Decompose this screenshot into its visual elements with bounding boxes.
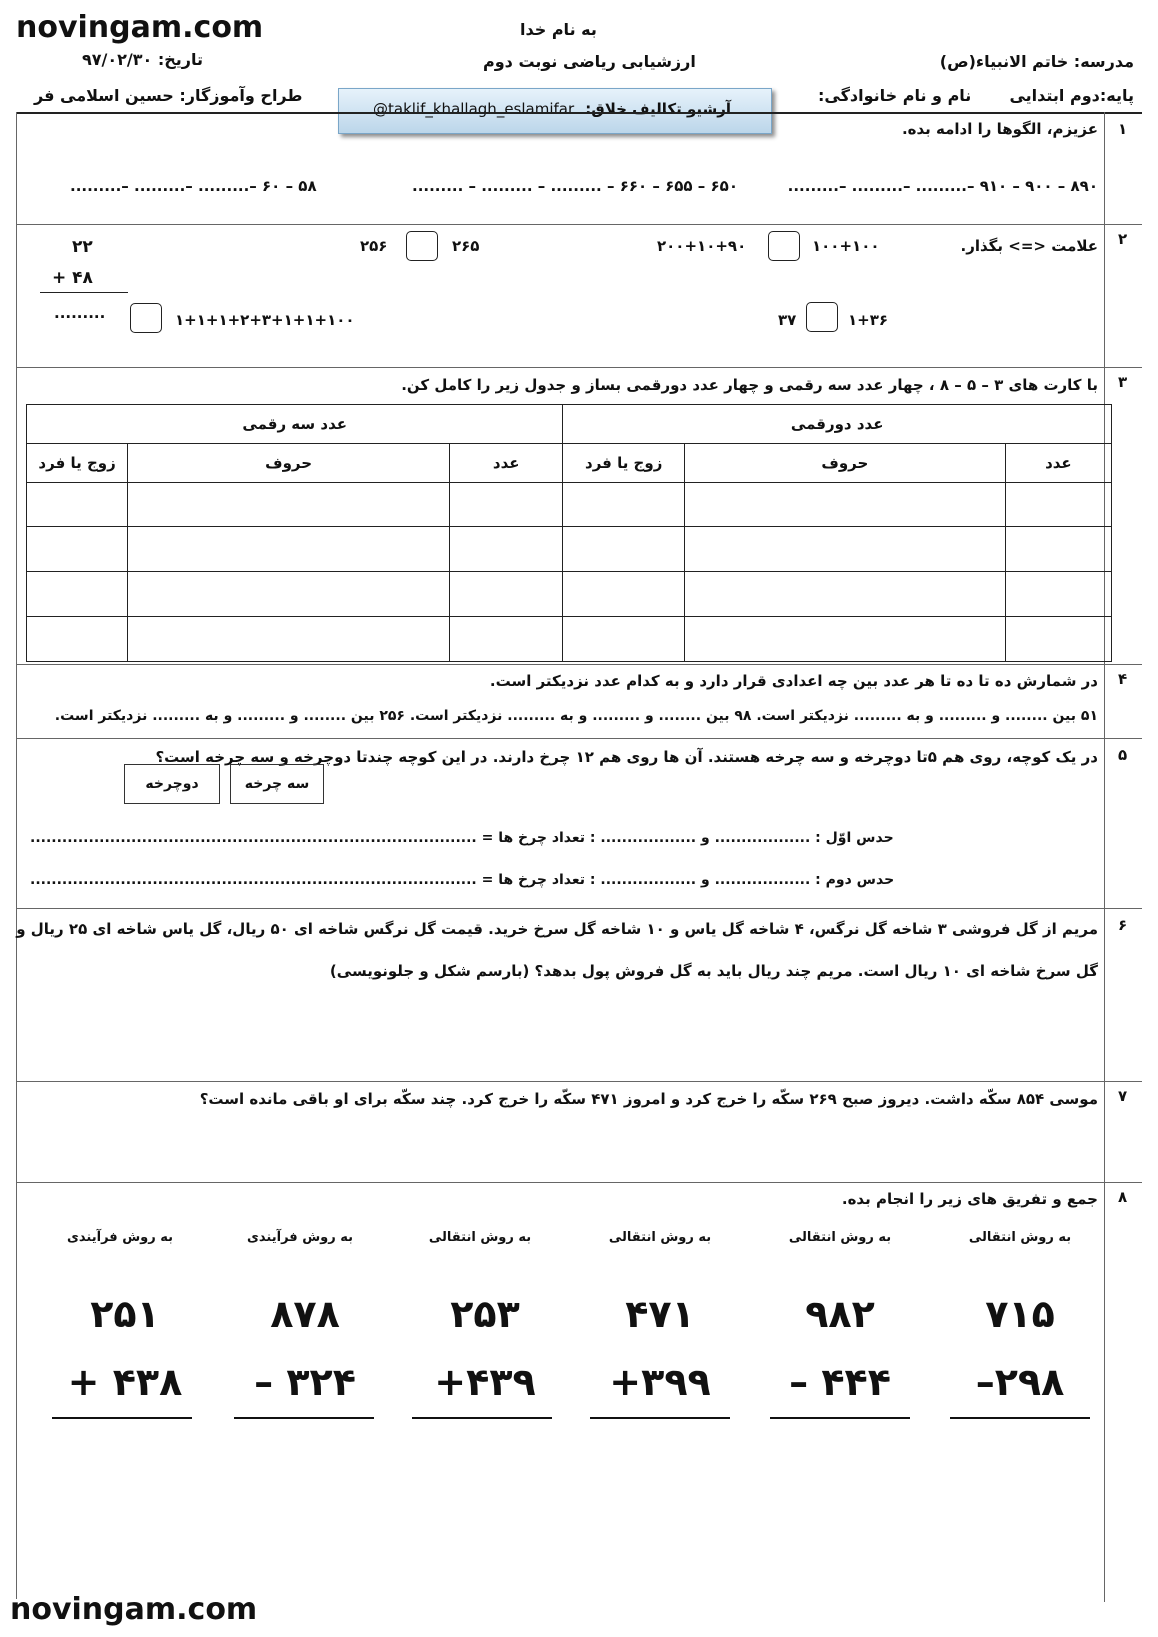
q4-fill-line[interactable]: ۵۱ بین ........ و ......... و به ......... نزدیکتر است. ۹۸ بین ........ و ......... و به ......... نزدیکتر است. ۲۵۶ بین ........ و ......... و به ......... نزدیکتر است. bbox=[54, 708, 1098, 724]
q8-answer-line-4[interactable] bbox=[412, 1417, 552, 1419]
table-cell[interactable] bbox=[27, 572, 128, 617]
designer-label: طراح وآموزگار: حسین اسلامی فر bbox=[34, 86, 303, 105]
table-group-two-digit: عدد دورقمی bbox=[563, 405, 1112, 444]
q2-c2-right: ۲۵۶ bbox=[360, 237, 388, 255]
q5-guess-1[interactable]: حدس اوّل : .................. و .................. : تعداد چرخ ها = .................................................................................... bbox=[30, 830, 894, 846]
q8-top-number-5: ۸۷۸ bbox=[270, 1292, 340, 1336]
table-cell[interactable] bbox=[684, 527, 1005, 572]
q8-bottom-number-3: +۳۹۹ bbox=[609, 1360, 711, 1404]
q2-text: علامت <=> بگذار. bbox=[960, 237, 1098, 255]
q2-compare-box-2[interactable] bbox=[406, 231, 438, 261]
q2-add-top: ۲۲ bbox=[72, 237, 93, 257]
q2-c1-left: ۱۰۰+۱۰۰ bbox=[812, 237, 880, 255]
q8-method-label-4: به روش انتقالی bbox=[428, 1230, 532, 1245]
question-number-7: ۷ bbox=[1118, 1087, 1128, 1105]
frame-top-border bbox=[16, 112, 1142, 114]
table-cell[interactable] bbox=[27, 527, 128, 572]
divider-q6 bbox=[16, 1081, 1142, 1082]
table-cell[interactable] bbox=[128, 572, 450, 617]
question-number-3: ۳ bbox=[1118, 373, 1128, 391]
archive-banner bbox=[338, 88, 772, 134]
archive-label: آرشیو تکالیف خلاق: bbox=[585, 100, 731, 118]
table-cell[interactable] bbox=[1005, 527, 1111, 572]
q8-answer-line-6[interactable] bbox=[52, 1417, 192, 1419]
q1-pattern-b[interactable]: ۶۵۰ – ۶۵۵ – ۶۶۰ – ......... – ......... – ......... bbox=[412, 177, 738, 195]
table-cell[interactable] bbox=[684, 482, 1005, 527]
q8-answer-line-5[interactable] bbox=[234, 1417, 374, 1419]
table-cell[interactable] bbox=[128, 482, 450, 527]
q8-bottom-number-1: –۲۹۸ bbox=[975, 1360, 1065, 1404]
q8-method-label-5: به روش فرآیندی bbox=[247, 1230, 353, 1245]
q8-bottom-number-5: – ۳۲۴ bbox=[254, 1360, 356, 1404]
q8-top-number-3: ۴۷۱ bbox=[625, 1292, 695, 1336]
divider-q4 bbox=[16, 738, 1142, 739]
q2-add-underline bbox=[40, 292, 128, 293]
q2-c1-right: ۲۰۰+۱۰+۹۰ bbox=[657, 237, 747, 255]
exam-title: ارزشیابی ریاضی نوبت دوم bbox=[483, 52, 696, 71]
grade-label: پایه:دوم ابتدایی bbox=[1009, 86, 1134, 105]
col-letters-3d: حروف bbox=[128, 443, 450, 482]
q8-answer-line-3[interactable] bbox=[590, 1417, 730, 1419]
q8-top-number-4: ۲۵۳ bbox=[450, 1292, 520, 1336]
question-number-8: ۸ bbox=[1118, 1188, 1128, 1206]
q5-guess-2[interactable]: حدس دوم : .................. و .................. : تعداد چرخ ها = .................................................................................... bbox=[30, 872, 895, 888]
q2-c4-left: ۱+۱+۱+۲+۳+۱+۱+۱۰۰ bbox=[175, 311, 355, 329]
q1-pattern-c[interactable]: ۵۸ – ۶۰ –......... –......... –......... bbox=[70, 177, 317, 195]
table-cell[interactable] bbox=[563, 482, 685, 527]
q6-line-2: گل سرخ شاخه ای ۱۰ ریال است. مریم چند ریال باید به گل فروش پول بدهد؟ (بارسم شکل و جلونویسی) bbox=[329, 962, 1098, 980]
table-row bbox=[27, 572, 1112, 617]
col-number-2d: عدد bbox=[1005, 443, 1111, 482]
exam-date: تاریخ: ۹۷/۰۲/۳۰ bbox=[82, 50, 204, 69]
q3-text: با کارت های ۳ – ۵ – ۸ ، چهار عدد سه رقمی و چهار عدد دورقمی بساز و جدول زیر را کامل کن. bbox=[401, 376, 1098, 394]
q2-compare-box-4[interactable] bbox=[130, 303, 162, 333]
col-number-3d: عدد bbox=[450, 443, 563, 482]
table-cell[interactable] bbox=[450, 482, 563, 527]
basmala: به نام خدا bbox=[520, 20, 597, 39]
table-cell[interactable] bbox=[563, 617, 685, 662]
archive-handle: @taklif_khallagh_eslamifar bbox=[373, 100, 575, 118]
question-number-6: ۶ bbox=[1118, 916, 1128, 934]
table-cell[interactable] bbox=[684, 572, 1005, 617]
watermark-top: novingam.com bbox=[16, 10, 264, 45]
col-parity-2d: زوج یا فرد bbox=[563, 443, 685, 482]
q3-number-table bbox=[26, 404, 1112, 662]
q2-c2-left: ۲۶۵ bbox=[452, 237, 480, 255]
q2-add-bottom: + ۴۸ bbox=[52, 268, 93, 288]
q5-text: در یک کوچه، روی هم ۵تا دوچرخه و سه چرخه هستند. آن ها روی هم ۱۲ چرخ دارند. در این کوچه چندتا دوچرخه و سه چرخه است؟ bbox=[155, 748, 1098, 766]
q8-method-label-6: به روش فرآیندی bbox=[67, 1230, 173, 1245]
table-cell[interactable] bbox=[1005, 572, 1111, 617]
q2-compare-box-3[interactable] bbox=[806, 302, 838, 332]
divider-q7 bbox=[16, 1182, 1142, 1183]
table-group-three-digit: عدد سه رقمی bbox=[27, 405, 563, 444]
q8-text: جمع و تفریق های زیر را انجام بده. bbox=[841, 1190, 1098, 1208]
q1-pattern-a[interactable]: ۸۹۰ – ۹۰۰ – ۹۱۰ –......... –......... –......... bbox=[787, 177, 1098, 195]
table-cell[interactable] bbox=[128, 527, 450, 572]
q8-top-number-6: ۲۵۱ bbox=[90, 1292, 160, 1336]
table-row bbox=[27, 482, 1112, 527]
table-cell[interactable] bbox=[128, 617, 450, 662]
question-number-4: ۴ bbox=[1118, 670, 1128, 688]
q8-answer-line-1[interactable] bbox=[950, 1417, 1090, 1419]
q8-top-number-2: ۹۸۲ bbox=[805, 1292, 875, 1336]
frame-left-border bbox=[16, 112, 17, 1599]
table-cell[interactable] bbox=[450, 527, 563, 572]
divider-q2 bbox=[16, 367, 1142, 368]
student-name-field[interactable]: نام و نام خانوادگی: bbox=[818, 86, 972, 105]
table-cell[interactable] bbox=[1005, 617, 1111, 662]
question-number-5: ۵ bbox=[1118, 746, 1128, 764]
q8-answer-line-2[interactable] bbox=[770, 1417, 910, 1419]
divider-q3 bbox=[16, 664, 1142, 665]
q5-option-tricycle: سه چرخه bbox=[230, 764, 324, 804]
q4-text: در شمارش ده تا ده تا هر عدد بین چه اعدادی قرار دارد و به کدام عدد نزدیکتر است. bbox=[489, 672, 1098, 690]
q1-text: عزیزم، الگوها را ادامه بده. bbox=[901, 120, 1098, 138]
question-number-2: ۲ bbox=[1118, 230, 1128, 248]
number-column-divider bbox=[1104, 112, 1105, 1602]
col-letters-2d: حروف bbox=[684, 443, 1005, 482]
q8-bottom-number-2: – ۴۴۴ bbox=[789, 1360, 891, 1404]
q2-c3-right: ۳۷ bbox=[778, 311, 797, 329]
school-name: مدرسه: خاتم الانبیاء(ص) bbox=[939, 52, 1134, 71]
q8-method-label-1: به روش انتقالی bbox=[968, 1230, 1072, 1245]
q2-c3-left: ۱+۳۶ bbox=[848, 311, 889, 329]
q7-text: موسی ۸۵۴ سکّه داشت. دیروز صبح ۲۶۹ سکّه را خرج کرد و امروز ۴۷۱ سکّه را خرج کرد. چند سکّه برای او باقی مانده است؟ bbox=[199, 1090, 1098, 1108]
table-cell[interactable] bbox=[563, 572, 685, 617]
q8-method-label-3: به روش انتقالی bbox=[608, 1230, 712, 1245]
q6-line-1: مریم از گل فروشی ۳ شاخه گل نرگس، ۴ شاخه گل یاس و ۱۰ شاخه گل سرخ خرید. قیمت گل نرگس شاخه ای ۵۰ ریال، گل یاس شاخه ای ۲۵ ریال و bbox=[16, 920, 1098, 938]
table-cell[interactable] bbox=[450, 617, 563, 662]
table-cell[interactable] bbox=[563, 527, 685, 572]
col-parity-3d: زوج یا فرد bbox=[27, 443, 128, 482]
q8-method-label-2: به روش انتقالی bbox=[788, 1230, 892, 1245]
q8-top-number-1: ۷۱۵ bbox=[985, 1292, 1055, 1336]
table-row bbox=[27, 527, 1112, 572]
question-number-1: ۱ bbox=[1118, 120, 1128, 138]
table-cell[interactable] bbox=[450, 572, 563, 617]
divider-q5 bbox=[16, 908, 1142, 909]
watermark-bottom: novingam.com bbox=[10, 1592, 258, 1627]
q2-add-answer[interactable]: ......... bbox=[54, 304, 106, 322]
q5-option-bicycle: دوچرخه bbox=[124, 764, 220, 804]
q2-compare-box-1[interactable] bbox=[768, 231, 800, 261]
table-cell[interactable] bbox=[27, 617, 128, 662]
table-cell[interactable] bbox=[1005, 482, 1111, 527]
q8-bottom-number-6: + ۴۳۸ bbox=[67, 1360, 183, 1404]
q8-bottom-number-4: +۴۳۹ bbox=[434, 1360, 536, 1404]
divider-q1 bbox=[16, 224, 1142, 225]
table-cell[interactable] bbox=[27, 482, 128, 527]
table-row bbox=[27, 617, 1112, 662]
table-cell[interactable] bbox=[684, 617, 1005, 662]
